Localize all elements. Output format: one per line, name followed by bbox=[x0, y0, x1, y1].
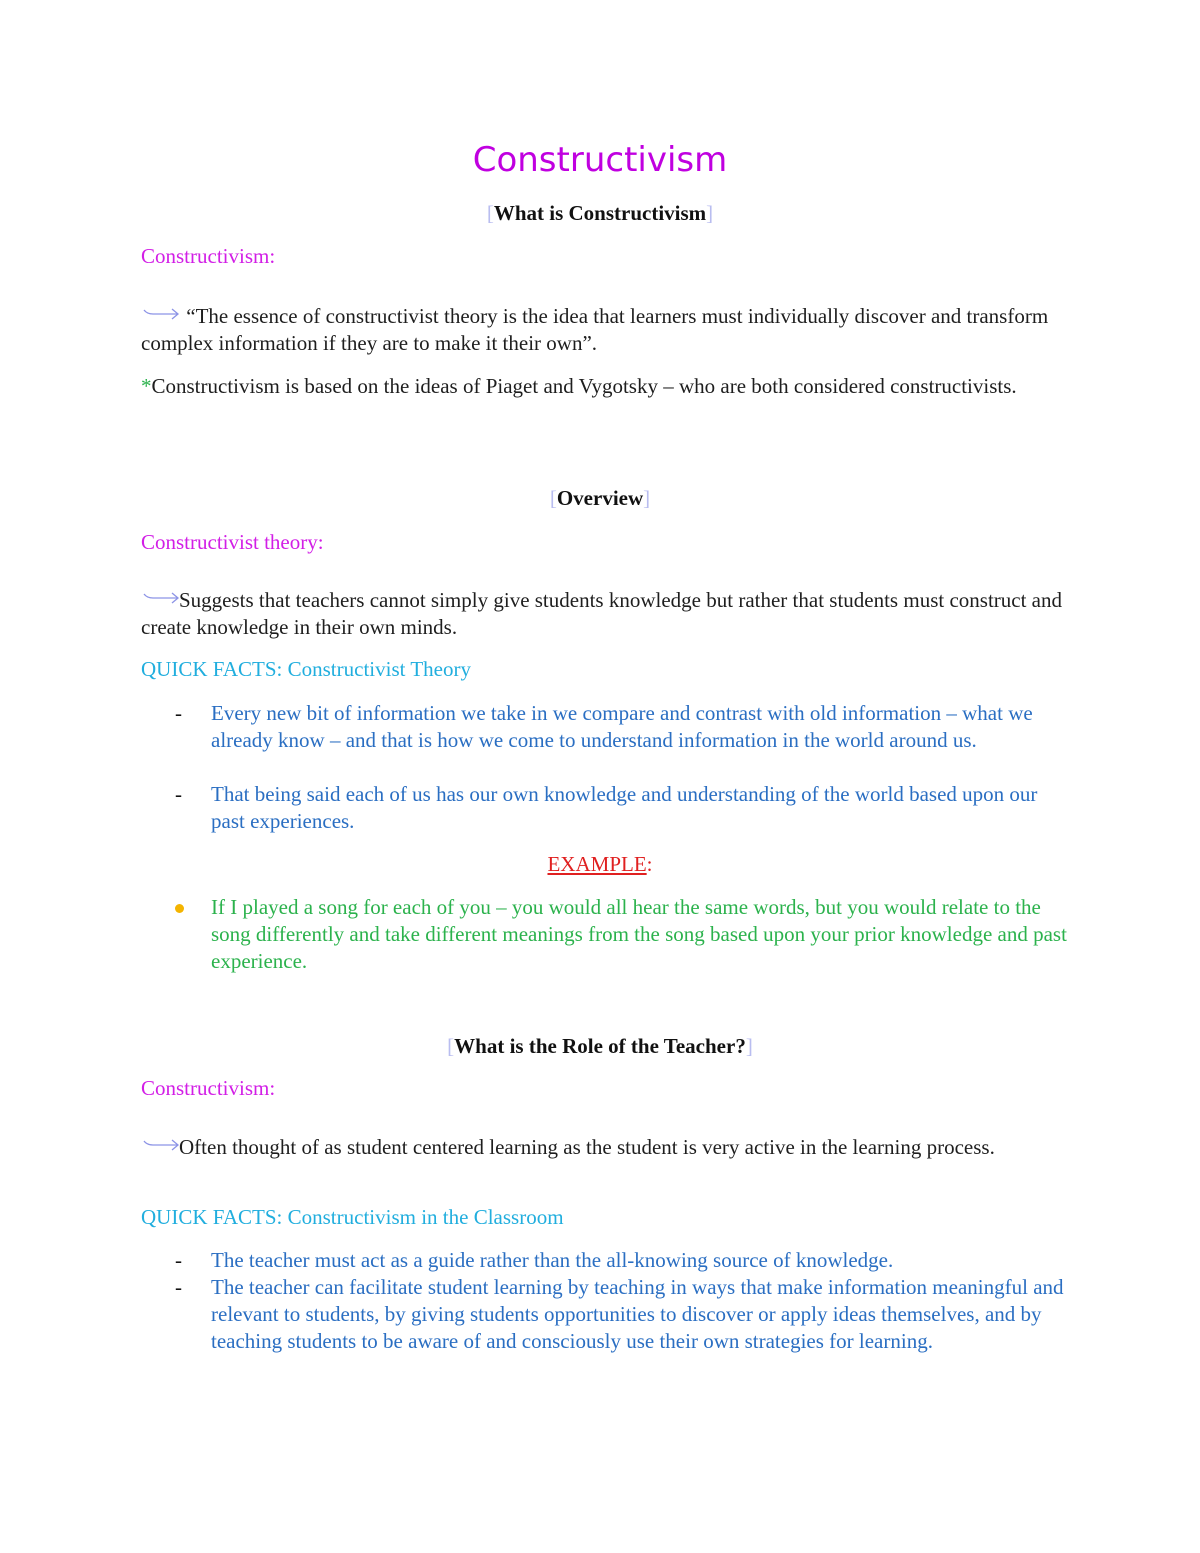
note-paragraph bbox=[141, 373, 1071, 400]
bracket-open: [ bbox=[447, 1034, 455, 1058]
page-title: Constructivism bbox=[472, 140, 728, 180]
bullet-dot-icon bbox=[175, 904, 184, 913]
section-label: Constructivism: bbox=[141, 244, 276, 268]
heading-text: Overview bbox=[556, 486, 644, 510]
dash-marker: - bbox=[175, 1248, 182, 1272]
section-heading-what-is bbox=[0, 200, 1200, 227]
note-star: * bbox=[141, 374, 152, 398]
heading-text: What is Constructivism bbox=[493, 201, 707, 225]
example-colon: : bbox=[646, 852, 653, 876]
quick-facts-heading: QUICK FACTS: Constructivist Theory bbox=[141, 657, 471, 681]
arrow-paragraph-text: Often thought of as student centered learning as the student is very active in the learning process. bbox=[179, 1135, 995, 1159]
example-label-text: EXAMPLE bbox=[547, 852, 647, 876]
bracket-open: [ bbox=[486, 201, 494, 225]
note-text: Constructivism is based on the ideas of Piaget and Vygotsky – who are both considered constructivists. bbox=[151, 374, 1017, 398]
bracket-close: ] bbox=[706, 201, 714, 225]
arrow-paragraph-text: Suggests that teachers cannot simply give students knowledge but rather that students must construct and create knowledge in their own minds. bbox=[141, 588, 1062, 639]
section-heading-role-of-teacher bbox=[0, 1033, 1200, 1060]
list-item-text: The teacher can facilitate student learning by teaching in ways that make information meaningful and relevant to students, by giving students opportunities to discover or apply ideas themselves, and by teaching students to be aware of and consciously use their own strategies for learning. bbox=[211, 1275, 1064, 1353]
dash-marker: - bbox=[175, 701, 182, 725]
section-heading-overview bbox=[0, 485, 1200, 512]
arrow-paragraph bbox=[141, 1134, 1071, 1161]
arrow-paragraph bbox=[141, 587, 1071, 641]
arrow-paragraph-text: “The essence of constructivist theory is the idea that learners must individually discover and transform complex information if they are to make it their own”. bbox=[141, 304, 1049, 355]
right-arrow-icon bbox=[141, 307, 181, 321]
dash-marker: - bbox=[175, 782, 182, 806]
bracket-close: ] bbox=[745, 1034, 753, 1058]
right-arrow-icon bbox=[141, 591, 179, 605]
dash-marker: - bbox=[175, 1275, 182, 1299]
example-label bbox=[0, 851, 1200, 878]
heading-text: What is the Role of the Teacher? bbox=[454, 1034, 746, 1058]
list-item-text: Every new bit of information we take in we compare and contrast with old information – what we already know – and that is how we come to understand information in the world around us. bbox=[211, 701, 1033, 752]
bracket-open: [ bbox=[549, 486, 557, 510]
example-item-text: If I played a song for each of you – you would all hear the same words, but you would relate to the song differently and take different meanings from the song based upon your prior knowledge and past experience. bbox=[211, 895, 1067, 973]
bracket-close: ] bbox=[643, 486, 651, 510]
arrow-paragraph bbox=[141, 303, 1071, 357]
quick-facts-heading: QUICK FACTS: Constructivism in the Classroom bbox=[141, 1205, 564, 1229]
section-label: Constructivist theory: bbox=[141, 530, 324, 554]
list-item-text: The teacher must act as a guide rather than the all-knowing source of knowledge. bbox=[211, 1248, 894, 1272]
right-arrow-icon bbox=[141, 1138, 179, 1152]
list-item-text: That being said each of us has our own knowledge and understanding of the world based upon our past experiences. bbox=[211, 782, 1038, 833]
section-label: Constructivism: bbox=[141, 1076, 276, 1100]
